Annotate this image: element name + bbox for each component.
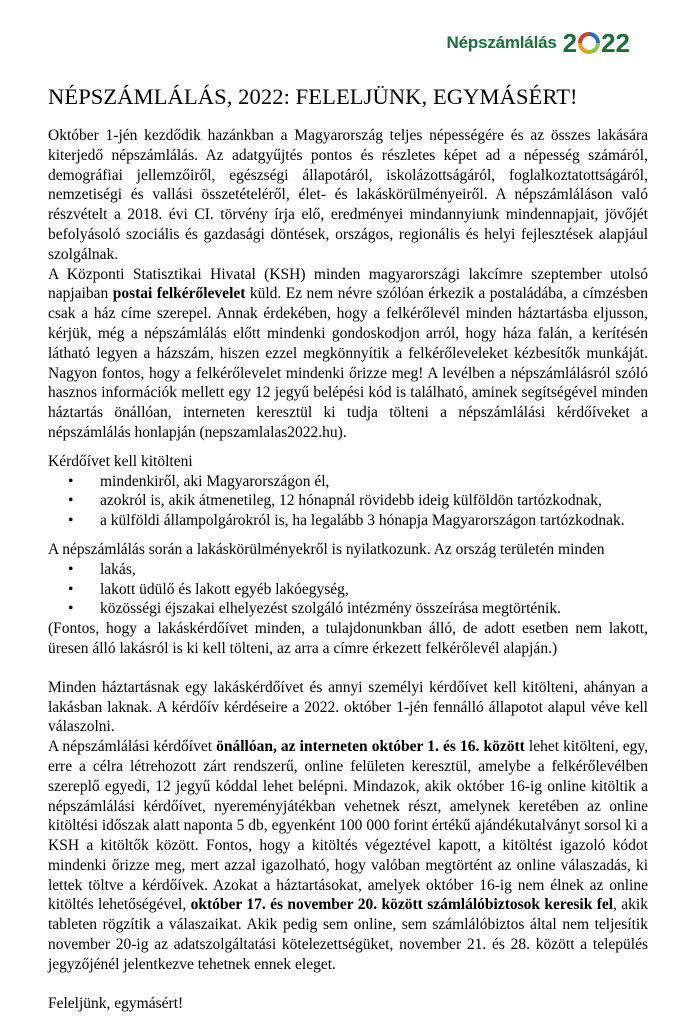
logo-year	[563, 30, 630, 56]
list-item	[48, 580, 648, 600]
text-run: , akik tableten rögzítik a válaszaikat. Akik pedig sem online, sem számlálóbiztos által nem teljesítik november 20-ig az adatszolgáltatási kötelezettségüket, november 21. és 28. között a település jegyzőjénél jelentkezve tehetnek ennek eleget.	[48, 896, 648, 973]
text-run: küld. Ez nem névre szólóan érkezik a postaládába, a címzésben csak a ház címe szerepel. Annak érdekében, hogy a felkérőlevél minden háztartásba eljusson, kérjük, még a népszámlálás előtt mindenki gondoskodjon arról, hogy háza falán, a kerítésén látható legyen a házszám, hiszen ezzel megkönnyítik a felkérőleveleket kézbesítők munkáját. Nagyon fontos, hogy a felkérőlevelet mindenki őrizze meg! A levélben a népszámlálásról szóló hasznos információk mellett egy 12 jegyű belépési kód is található, aminek segítségével minden háztartás önállóan, interneten keresztül ki tudja tölteni a népszámlálási kérdőíveket a népszámlálás honlapján (nepszamlalas2022.hu).	[48, 285, 648, 441]
list2-intro: A népszámlálás során a lakáskörülményekről is nyilatkozunk. Az ország területén minden	[48, 540, 605, 558]
nepszamlalas-logo	[447, 30, 630, 56]
list-item-text: lakás,	[100, 560, 136, 578]
bullet-icon: •	[68, 580, 74, 598]
questionnaire-list	[48, 472, 648, 531]
postal-letter-paragraph	[48, 265, 648, 443]
page-title: NÉPSZÁMLÁLÁS, 2022: FELELJÜNK, EGYMÁSÉRT!	[48, 84, 578, 109]
bullet-icon: •	[68, 492, 74, 510]
list-item	[48, 472, 648, 492]
list-item-text: lakott üdülő és lakott egyéb lakóegység,	[100, 580, 349, 598]
bold-text-run: önállóan, az interneten október 1. és 16. között	[216, 738, 525, 756]
bullet-icon: •	[68, 472, 74, 490]
bullet-icon: •	[68, 600, 74, 618]
list-item-text: mindenkiről, aki Magyarországon él,	[100, 472, 330, 490]
online-paragraph	[48, 737, 648, 975]
list-item-text: a külföldi állampolgárokról is, ha legalább 3 hónapja Magyarországon tartózkodnak.	[100, 512, 625, 530]
list-item-text: azokról is, akik átmenetileg, 12 hónapnál rövidebb ideig külföldön tartózkodnak,	[100, 492, 602, 510]
logo-year-prefix: 2	[562, 28, 578, 58]
dwelling-note: (Fontos, hogy a lakáskérdőívet minden, a tulajdonunkban álló, de adott esetben nem lakott, üresen álló lakásról is ki kell tölteni, az arra a címre érkezett felkérőlevél alapján.)	[48, 620, 648, 657]
signature: Feleljünk, egymásért!	[48, 994, 184, 1012]
list-item	[48, 511, 648, 531]
list-item-text: közösségi éjszakai elhelyezést szolgáló intézmény összeírása megtörténik.	[100, 600, 561, 618]
list-item	[48, 599, 648, 619]
dwelling-list	[48, 560, 648, 619]
text-run: lehet kitölteni, egy, erre a célra létrehozott zárt rendszerű, online felületen keresztül, amelybe a felkérőlevélben szereplő egyedi, 12 jegyű kóddal lehet belépni. Mindazok, akik október 16-ig online kitöltik a népszámlálási kérdőívet, nyereményjátékban vehetnek részt, amelynek keretében az online kitöltési időszak alatt naponta 5 db, egyenként 100 000 forint értékű ajándékutalványt sorsol ki a KSH a kitöltők között. Fontos, hogy a kitöltés végeztével kapott, a kitöltést igazoló kódot mindenki őrizze meg, mert azzal igazolható, hogy valóban megtörtént az online válaszadás, ki lettek töltve a kérdőívek. Azokat a háztartásokat, amelyek október 16-ig nem élnek az online kitöltés lehetőségével,	[48, 738, 648, 914]
intro-paragraph: Október 1-jén kezdődik hazánkban a Magyarország teljes népességére és az összes lakására kiterjedő népszámlálás. Az adatgyűjtés pontos és részletes képet ad a népesség számáról, demográfiai jellemzőiről, egészségi állapotáról, iskolázottságáról, foglalkoztatottságáról, nemzetiségi és vallási összetételéről, élet- és lakáskörülményeiről. A népszámláláson való részvételt a 2018. évi CI. törvény írja elő, eredményei mindannyiunk mindennapjait, jövőjét befolyásoló szociális és gazdasági döntések, országos, regionális és helyi fejlesztések alapjául szolgálnak.	[48, 127, 648, 263]
list1-intro: Kérdőívet kell kitölteni	[48, 452, 193, 470]
text-run: A népszámlálási kérdőívet	[48, 738, 217, 756]
logo-zero-ring-icon	[578, 32, 600, 54]
list-item	[48, 491, 648, 511]
bullet-icon: •	[68, 512, 74, 530]
logo-text: Népszámlálás	[446, 33, 557, 52]
text-run: A Központi Statisztikai Hivatal (KSH) minden magyarországi lakcímre szeptember utolsó napjaiban	[48, 265, 648, 303]
bold-text-run: október 17. és november 20. között számlálóbiztosok keresik fel	[190, 896, 614, 914]
bold-text-run: postai felkérőlevelet	[112, 285, 246, 303]
list-item	[48, 560, 648, 580]
logo-year-suffix: 22	[601, 28, 630, 58]
household-paragraph: Minden háztartásnak egy lakáskérdőívet és annyi személyi kérdőívet kell kitölteni, ahányan a lakásban laknak. A kérdőív kérdéseire a 2022. október 1-jén fennálló állapotot alapul véve kell válaszolni.	[48, 678, 648, 736]
document-body	[48, 126, 648, 1013]
bullet-icon: •	[68, 560, 74, 578]
